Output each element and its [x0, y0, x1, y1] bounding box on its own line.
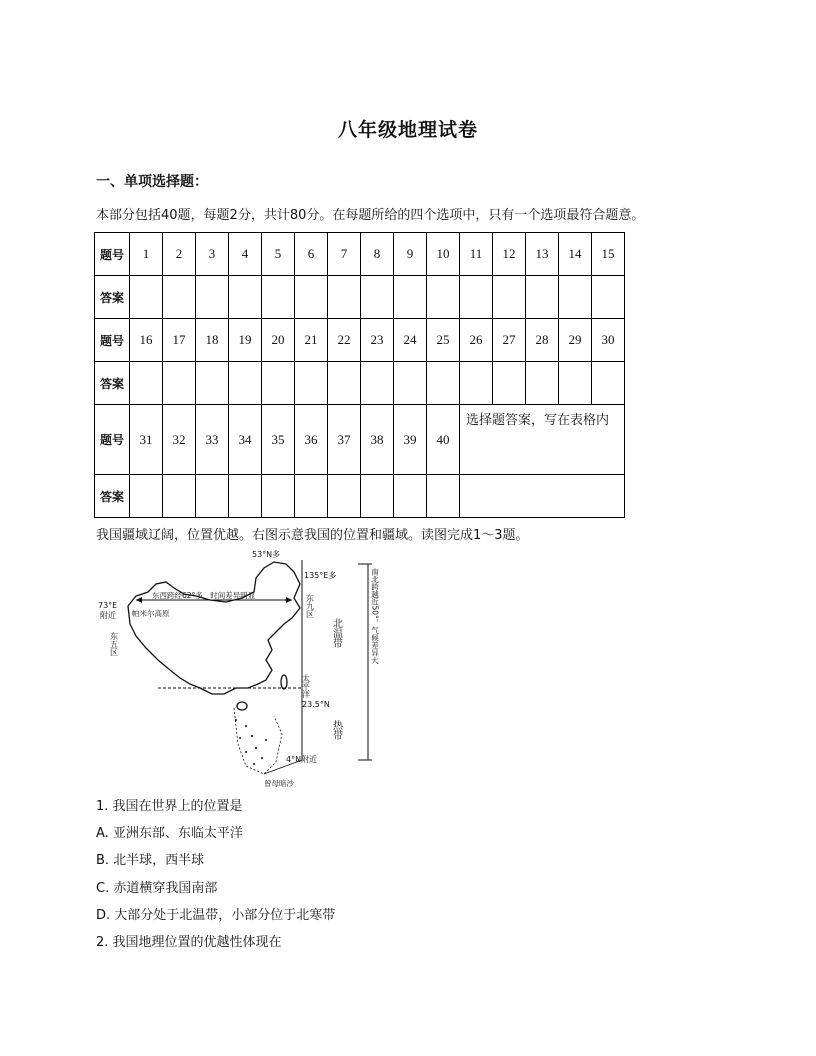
section-instructions: 本部分包括40题，每题2分，共计80分。在每题所给的四个选项中，只有一个选项最符合题意。 — [96, 208, 645, 223]
answer-cell[interactable] — [559, 276, 592, 319]
answer-cell[interactable] — [427, 362, 460, 405]
row-header: 答案 — [95, 475, 130, 518]
answer-cell[interactable] — [229, 475, 262, 518]
answer-cell[interactable] — [196, 475, 229, 518]
row-header: 答案 — [95, 276, 130, 319]
table-row — [95, 475, 625, 518]
row-header: 答案 — [95, 362, 130, 405]
answer-cell[interactable] — [361, 276, 394, 319]
table-row — [95, 362, 625, 405]
answer-cell[interactable] — [262, 362, 295, 405]
reading-passage: 我国疆域辽阔，位置优越。右图示意我国的位置和疆域。读图完成1～3题。 — [96, 528, 529, 543]
answer-cell[interactable] — [130, 362, 163, 405]
answer-cell[interactable] — [394, 362, 427, 405]
row-header: 题号 — [95, 233, 130, 276]
table-cell: 31 — [130, 405, 163, 475]
option-1a[interactable]: A. 亚洲东部、东临太平洋 — [96, 826, 243, 841]
answer-cell[interactable] — [262, 276, 295, 319]
table-row — [95, 319, 625, 362]
answer-cell[interactable] — [328, 276, 361, 319]
china-outline — [128, 562, 300, 694]
label-tropic: 23.5°N — [302, 700, 330, 709]
row-header: 题号 — [95, 405, 130, 475]
answer-cell[interactable] — [493, 276, 526, 319]
table-cell: 33 — [196, 405, 229, 475]
label-pamir: 帕米尔高原 — [132, 609, 170, 618]
table-cell: 29 — [559, 319, 592, 362]
table-cell: 5 — [262, 233, 295, 276]
answer-cell[interactable] — [130, 276, 163, 319]
answer-cell[interactable] — [493, 362, 526, 405]
label-pacific: 太平洋 — [301, 674, 311, 698]
question-1: 1. 我国在世界上的位置是 — [96, 799, 243, 814]
table-cell: 38 — [361, 405, 394, 475]
table-cell: 19 — [229, 319, 262, 362]
answer-cell[interactable] — [361, 362, 394, 405]
answer-cell[interactable] — [262, 475, 295, 518]
section-heading: 一、单项选择题： — [96, 174, 208, 190]
answer-table — [94, 232, 625, 518]
china-location-map — [96, 548, 386, 788]
answer-cell[interactable] — [130, 475, 163, 518]
table-cell: 7 — [328, 233, 361, 276]
label-south-latitude: 4°N附近 — [286, 755, 318, 764]
table-cell: 12 — [493, 233, 526, 276]
table-cell: 23 — [361, 319, 394, 362]
answer-cell[interactable] — [328, 475, 361, 518]
table-cell: 6 — [295, 233, 328, 276]
table-cell: 15 — [592, 233, 625, 276]
answer-cell[interactable] — [163, 362, 196, 405]
answer-cell[interactable] — [196, 362, 229, 405]
table-cell: 36 — [295, 405, 328, 475]
table-row — [95, 405, 625, 475]
answer-cell[interactable] — [295, 362, 328, 405]
table-cell: 22 — [328, 319, 361, 362]
page-title: 八年级地理试卷 — [337, 119, 478, 141]
table-cell: 30 — [592, 319, 625, 362]
table-cell: 3 — [196, 233, 229, 276]
label-east-zone: 东九区 — [305, 594, 315, 618]
answer-cell[interactable] — [526, 362, 559, 405]
answer-cell[interactable] — [295, 276, 328, 319]
label-zengmu: 曾母暗沙 — [264, 779, 294, 788]
table-cell: 11 — [460, 233, 493, 276]
answer-cell[interactable] — [328, 362, 361, 405]
table-cell: 21 — [295, 319, 328, 362]
table-cell: 26 — [460, 319, 493, 362]
label-west-longitude: 73°E — [98, 601, 118, 610]
answer-cell[interactable] — [394, 276, 427, 319]
table-cell: 20 — [262, 319, 295, 362]
table-cell: 1 — [130, 233, 163, 276]
table-cell: 40 — [427, 405, 460, 475]
answer-cell[interactable] — [559, 362, 592, 405]
table-cell: 37 — [328, 405, 361, 475]
table-empty-cell — [460, 475, 625, 518]
label-east-longitude: 135°E多 — [304, 571, 337, 580]
label-west-zone: 东五区 — [109, 632, 119, 656]
answer-cell[interactable] — [592, 276, 625, 319]
table-cell: 17 — [163, 319, 196, 362]
table-cell: 10 — [427, 233, 460, 276]
answer-cell[interactable] — [229, 276, 262, 319]
table-cell: 13 — [526, 233, 559, 276]
table-cell: 39 — [394, 405, 427, 475]
table-cell: 9 — [394, 233, 427, 276]
table-cell: 4 — [229, 233, 262, 276]
option-1b[interactable]: B. 北半球，西半球 — [96, 853, 205, 868]
table-cell: 25 — [427, 319, 460, 362]
answer-cell[interactable] — [163, 276, 196, 319]
label-north-latitude: 53°N多 — [252, 550, 281, 559]
table-row — [95, 276, 625, 319]
option-1c[interactable]: C. 赤道横穿我国南部 — [96, 881, 218, 896]
label-lat-span: 南北跨越近50°，气候差异大 — [370, 568, 380, 664]
table-cell: 34 — [229, 405, 262, 475]
answer-cell[interactable] — [460, 362, 493, 405]
table-row — [95, 233, 625, 276]
answer-cell[interactable] — [229, 362, 262, 405]
row-header: 题号 — [95, 319, 130, 362]
answer-cell[interactable] — [592, 362, 625, 405]
table-cell: 2 — [163, 233, 196, 276]
table-cell: 16 — [130, 319, 163, 362]
option-1d[interactable]: D. 大部分处于北温带，小部分位于北寒带 — [96, 908, 336, 923]
answer-cell[interactable] — [196, 276, 229, 319]
answer-cell[interactable] — [394, 475, 427, 518]
answer-cell[interactable] — [526, 276, 559, 319]
table-cell: 32 — [163, 405, 196, 475]
table-cell: 14 — [559, 233, 592, 276]
answer-cell[interactable] — [427, 276, 460, 319]
label-time-difference: 东西跨经62°多，时间差异明显 — [152, 591, 256, 600]
answer-cell[interactable] — [427, 475, 460, 518]
answer-cell[interactable] — [295, 475, 328, 518]
table-note: 选择题答案，写在表格内 — [460, 405, 625, 475]
answer-cell[interactable] — [460, 276, 493, 319]
label-north-temperate: 北温带 — [330, 618, 342, 648]
table-cell: 28 — [526, 319, 559, 362]
table-cell: 24 — [394, 319, 427, 362]
question-2: 2. 我国地理位置的优越性体现在 — [96, 935, 282, 950]
answer-cell[interactable] — [163, 475, 196, 518]
label-west-near: 附近 — [100, 611, 116, 620]
table-cell: 8 — [361, 233, 394, 276]
table-cell: 18 — [196, 319, 229, 362]
answer-cell[interactable] — [361, 475, 394, 518]
table-cell: 35 — [262, 405, 295, 475]
label-tropical: 热带 — [330, 720, 342, 740]
table-cell: 27 — [493, 319, 526, 362]
